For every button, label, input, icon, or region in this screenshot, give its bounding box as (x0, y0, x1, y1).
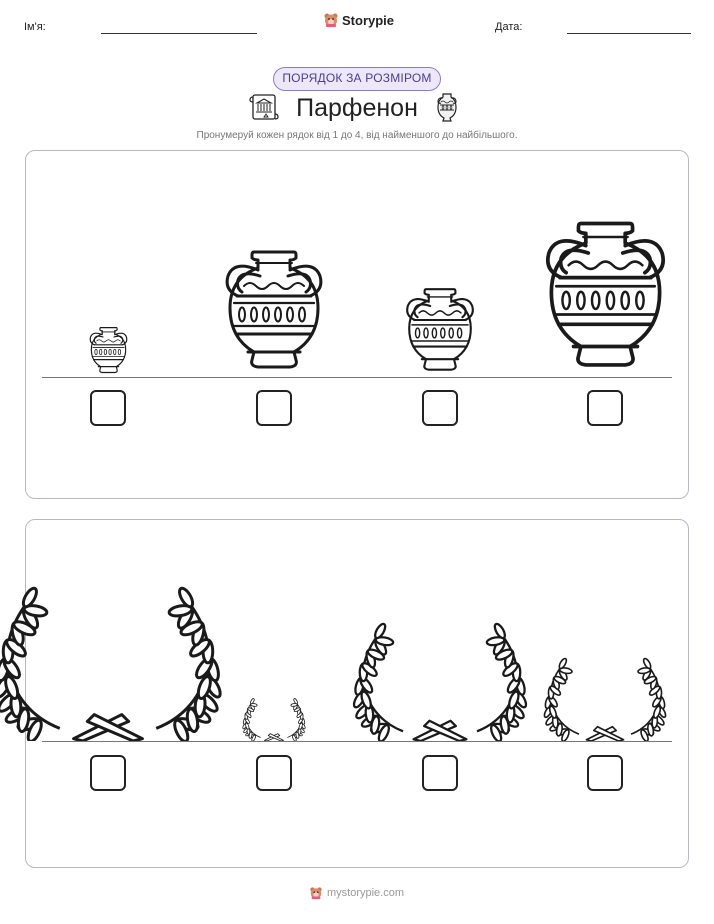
vase-illustration (224, 246, 324, 376)
wreath-illustration (543, 657, 667, 741)
wreath-illustration (0, 586, 223, 741)
instructions: Пронумеруй кожен рядок від 1 до 4, від найменшого до найбільшого. (196, 130, 518, 141)
vase-row-baseline (42, 377, 672, 378)
bear-mascot-icon (309, 886, 323, 900)
answer-box[interactable] (256, 390, 292, 426)
wreath-row-baseline (42, 741, 672, 742)
footer (309, 886, 404, 900)
date-field[interactable] (567, 33, 691, 34)
answer-box[interactable] (587, 755, 623, 791)
footer-website: mystorypie.com (327, 887, 405, 899)
answer-box[interactable] (422, 755, 458, 791)
vase-illustration (89, 325, 128, 376)
answer-box[interactable] (90, 755, 126, 791)
vase-illustration (405, 285, 475, 376)
page-title: Парфенон (296, 94, 418, 122)
name-field[interactable] (101, 33, 257, 34)
activity-badge: ПОРЯДОК ЗА РОЗМІРОМ (273, 67, 441, 91)
answer-box[interactable] (587, 390, 623, 426)
brand-name: Storypie (342, 12, 395, 28)
answer-box[interactable] (422, 390, 458, 426)
vase-icon (435, 91, 459, 123)
answer-box[interactable] (90, 390, 126, 426)
brand-logo (323, 12, 394, 28)
vase-illustration (544, 216, 667, 376)
wreath-illustration (352, 622, 528, 741)
date-label: Дата: (495, 21, 523, 33)
answer-box[interactable] (256, 755, 292, 791)
name-label: Ім'я: (24, 21, 46, 33)
wreath-illustration (242, 698, 306, 741)
bear-mascot-icon (323, 12, 339, 28)
